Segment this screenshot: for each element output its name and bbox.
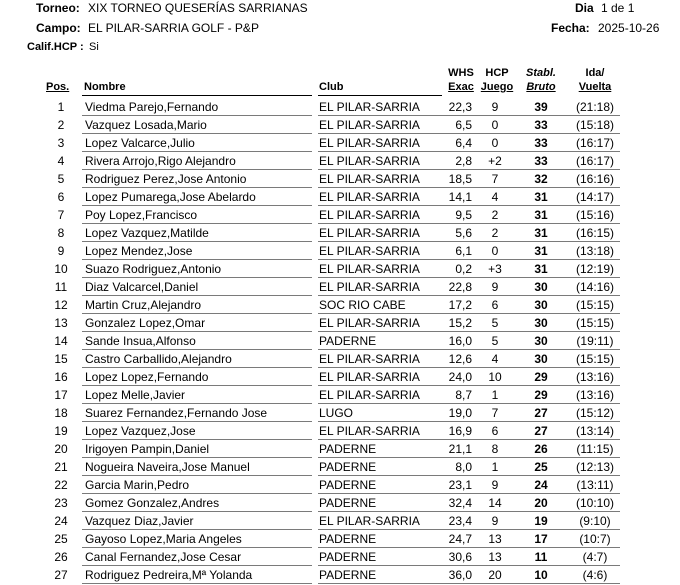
row-divider (318, 187, 620, 188)
table-row (0, 495, 680, 513)
table-row (0, 99, 680, 117)
cell-pos: 12 (54, 298, 68, 312)
cell-club: EL PILAR-SARRIA (319, 370, 420, 384)
cell-stabl: 30 (534, 334, 548, 348)
cell-whs: 22,3 (448, 100, 472, 114)
cell-hcp: 6 (491, 298, 499, 312)
cell-whs: 6,4 (455, 136, 472, 150)
cell-ida: (12:19) (575, 262, 615, 276)
cell-hcp: 9 (491, 100, 499, 114)
table-row (0, 549, 680, 567)
cell-hcp: 9 (491, 514, 499, 528)
row-divider (82, 475, 312, 476)
cell-hcp: 14 (488, 496, 502, 510)
cell-whs: 12,6 (448, 352, 472, 366)
cell-hcp: 4 (491, 352, 499, 366)
cell-hcp: 5 (491, 334, 499, 348)
row-divider (82, 421, 312, 422)
cell-pos: 2 (57, 118, 65, 132)
cell-ida: (13:16) (575, 370, 615, 384)
cell-club: EL PILAR-SARRIA (319, 190, 420, 204)
cell-stabl: 30 (534, 280, 548, 294)
cell-ida: (14:16) (575, 280, 615, 294)
table-row (0, 207, 680, 225)
row-divider (82, 295, 312, 296)
cell-stabl: 31 (534, 208, 548, 222)
cell-club: EL PILAR-SARRIA (319, 316, 420, 330)
row-divider (82, 223, 312, 224)
row-divider (318, 295, 620, 296)
cell-stabl: 31 (534, 262, 548, 276)
cell-hcp: 20 (488, 568, 502, 582)
table-row (0, 459, 680, 477)
col-hcp-header-1: HCP (485, 67, 509, 79)
cell-pos: 22 (54, 478, 68, 492)
cell-nombre: Lopez Vazquez,Matilde (85, 226, 209, 240)
cell-pos: 23 (54, 496, 68, 510)
cell-hcp: 7 (491, 406, 499, 420)
cell-whs: 19,0 (448, 406, 472, 420)
dia-value: 1 de 1 (601, 1, 635, 15)
row-divider (82, 385, 312, 386)
table-row (0, 477, 680, 495)
cell-club: EL PILAR-SARRIA (319, 154, 420, 168)
cell-pos: 10 (54, 262, 68, 276)
cell-hcp: 1 (491, 460, 499, 474)
table-row (0, 153, 680, 171)
cell-nombre: Lopez Melle,Javier (85, 388, 186, 402)
cell-pos: 7 (57, 208, 65, 222)
cell-nombre: Rivera Arrojo,Rigo Alejandro (85, 154, 236, 168)
row-divider (318, 439, 620, 440)
cell-whs: 32,4 (448, 496, 472, 510)
row-divider (318, 475, 620, 476)
cell-nombre: Irigoyen Pampin,Daniel (85, 442, 210, 456)
row-divider (82, 403, 312, 404)
cell-nombre: Castro Carballido,Alejandro (85, 352, 232, 366)
cell-stabl: 33 (534, 136, 548, 150)
cell-pos: 4 (57, 154, 65, 168)
cell-ida: (15:18) (575, 118, 615, 132)
cell-pos: 16 (54, 370, 68, 384)
cell-whs: 8,7 (455, 388, 472, 402)
row-divider (318, 313, 620, 314)
cell-ida: (19:11) (576, 334, 614, 348)
table-row (0, 171, 680, 189)
cell-club: PADERNE (319, 568, 377, 582)
col-club-header: Club (319, 81, 344, 93)
table-row (0, 243, 680, 261)
cell-pos: 1 (57, 100, 65, 114)
row-divider (318, 511, 620, 512)
cell-club: PADERNE (319, 496, 377, 510)
cell-nombre: Vazquez Diaz,Javier (85, 514, 194, 528)
row-divider (82, 259, 312, 260)
cell-whs: 21,1 (448, 442, 472, 456)
cell-ida: (16:15) (575, 226, 615, 240)
row-divider (318, 367, 620, 368)
calif-label: Calif.HCP : (27, 41, 84, 53)
cell-hcp: 9 (491, 280, 499, 294)
cell-stabl: 27 (534, 424, 548, 438)
cell-pos: 15 (54, 352, 68, 366)
cell-ida: (15:15) (575, 352, 615, 366)
cell-club: EL PILAR-SARRIA (319, 136, 420, 150)
cell-nombre: Lopez Mendez,Jose (85, 244, 193, 258)
cell-pos: 3 (57, 136, 65, 150)
cell-club: EL PILAR-SARRIA (319, 280, 420, 294)
row-divider (318, 241, 620, 242)
cell-whs: 17,2 (448, 298, 472, 312)
calif-value: Si (89, 41, 99, 53)
row-divider (82, 457, 312, 458)
cell-ida: (10:10) (575, 496, 615, 510)
row-divider (82, 133, 312, 134)
row-divider (82, 115, 312, 116)
cell-whs: 16,0 (448, 334, 472, 348)
cell-ida: (11:15) (576, 442, 614, 456)
row-divider (82, 493, 312, 494)
row-divider (318, 493, 620, 494)
cell-stabl: 30 (534, 298, 548, 312)
cell-stabl: 29 (534, 370, 548, 384)
cell-pos: 13 (54, 316, 68, 330)
row-divider (82, 439, 312, 440)
cell-hcp: 0 (491, 244, 499, 258)
row-divider (82, 349, 312, 350)
cell-nombre: Rodriguez Perez,Jose Antonio (85, 172, 247, 186)
cell-club: EL PILAR-SARRIA (319, 262, 420, 276)
cell-ida: (15:15) (575, 316, 615, 330)
row-divider (318, 565, 620, 566)
cell-nombre: Lopez Vazquez,Jose (85, 424, 196, 438)
col-stabl-header-2: Bruto (526, 81, 556, 93)
cell-stabl: 31 (534, 190, 548, 204)
row-divider (318, 457, 620, 458)
table-row (0, 441, 680, 459)
cell-hcp: 0 (491, 136, 499, 150)
cell-nombre: Lopez Valcarce,Julio (85, 136, 195, 150)
cell-pos: 8 (57, 226, 65, 240)
cell-whs: 36,0 (448, 568, 472, 582)
cell-whs: 15,2 (448, 316, 472, 330)
cell-stabl: 10 (534, 568, 548, 582)
col-pos-header: Pos. (46, 81, 70, 93)
cell-stabl: 20 (534, 496, 548, 510)
cell-ida: (13:16) (575, 388, 615, 402)
cell-ida: (15:16) (575, 208, 615, 222)
cell-stabl: 17 (534, 532, 548, 546)
cell-pos: 14 (54, 334, 68, 348)
cell-whs: 23,1 (448, 478, 472, 492)
cell-hcp: 5 (491, 316, 499, 330)
torneo-label: Torneo: (36, 1, 80, 15)
cell-club: PADERNE (319, 478, 377, 492)
row-divider (318, 169, 620, 170)
cell-nombre: Diaz Valcarcel,Daniel (85, 280, 199, 294)
cell-hcp: 2 (491, 226, 499, 240)
cell-nombre: Sande Insua,Alfonso (85, 334, 196, 348)
cell-whs: 16,9 (448, 424, 472, 438)
cell-ida: (16:16) (575, 172, 615, 186)
cell-pos: 25 (54, 532, 68, 546)
table-row (0, 351, 680, 369)
row-divider (318, 277, 620, 278)
col-whs-header-2: Exac (448, 81, 474, 93)
cell-club: EL PILAR-SARRIA (319, 352, 420, 366)
row-divider (82, 511, 312, 512)
row-divider (82, 205, 312, 206)
cell-stabl: 11 (534, 550, 548, 564)
cell-hcp: 0 (491, 118, 499, 132)
cell-ida: (10:7) (579, 532, 611, 546)
cell-whs: 23,4 (448, 514, 472, 528)
cell-pos: 11 (54, 280, 68, 294)
cell-whs: 0,2 (455, 262, 472, 276)
cell-hcp: 1 (491, 388, 499, 402)
cell-whs: 8,0 (455, 460, 472, 474)
cell-stabl: 31 (534, 226, 548, 240)
cell-pos: 21 (54, 460, 68, 474)
col-hcp-header-2: Juego (480, 81, 514, 93)
table-row (0, 567, 680, 585)
cell-ida: (16:17) (575, 154, 615, 168)
cell-nombre: Canal Fernandez,Jose Cesar (85, 550, 242, 564)
cell-club: EL PILAR-SARRIA (319, 118, 420, 132)
cell-club: EL PILAR-SARRIA (319, 100, 420, 114)
cell-club: LUGO (319, 406, 354, 420)
cell-pos: 27 (54, 568, 68, 582)
cell-pos: 26 (54, 550, 68, 564)
col-ida-header-1: Ida/ (585, 67, 605, 79)
row-divider (318, 115, 620, 116)
cell-hcp: +3 (488, 262, 502, 276)
cell-nombre: Suazo Rodriguez,Antonio (85, 262, 222, 276)
cell-whs: 6,1 (455, 244, 472, 258)
row-divider (318, 421, 620, 422)
col-ida-header-2: Vuelta (578, 81, 612, 93)
table-row (0, 225, 680, 243)
cell-ida: (13:18) (575, 244, 615, 258)
cell-club: EL PILAR-SARRIA (319, 424, 420, 438)
row-divider (318, 259, 620, 260)
cell-whs: 22,8 (448, 280, 472, 294)
dia-label: Dia (575, 1, 594, 15)
cell-ida: (9:10) (579, 514, 611, 528)
cell-club: EL PILAR-SARRIA (319, 172, 420, 186)
cell-stabl: 27 (534, 406, 548, 420)
cell-club: PADERNE (319, 334, 377, 348)
cell-nombre: Viedma Parejo,Fernando (85, 100, 219, 114)
row-divider (82, 529, 312, 530)
cell-nombre: Gomez Gonzalez,Andres (85, 496, 220, 510)
cell-hcp: 4 (491, 190, 499, 204)
row-divider (82, 151, 312, 152)
row-divider (318, 529, 620, 530)
table-row (0, 279, 680, 297)
cell-hcp: 13 (488, 550, 502, 564)
cell-club: EL PILAR-SARRIA (319, 514, 420, 528)
row-divider (82, 367, 312, 368)
cell-stabl: 25 (534, 460, 548, 474)
cell-ida: (15:12) (575, 406, 615, 420)
row-divider (318, 223, 620, 224)
cell-club: EL PILAR-SARRIA (319, 226, 420, 240)
cell-club: PADERNE (319, 550, 377, 564)
table-row (0, 333, 680, 351)
cell-stabl: 30 (534, 352, 548, 366)
table-row (0, 261, 680, 279)
cell-club: EL PILAR-SARRIA (319, 388, 420, 402)
row-divider (82, 313, 312, 314)
cell-pos: 18 (54, 406, 68, 420)
cell-whs: 9,5 (455, 208, 472, 222)
row-divider (82, 187, 312, 188)
fecha-label: Fecha: (551, 21, 590, 35)
cell-whs: 18,5 (448, 172, 472, 186)
cell-hcp: 8 (491, 442, 499, 456)
cell-whs: 24,7 (448, 532, 472, 546)
campo-label: Campo: (36, 21, 81, 35)
row-divider (318, 151, 620, 152)
row-divider (82, 565, 312, 566)
table-row (0, 297, 680, 315)
cell-nombre: Suarez Fernandez,Fernando Jose (85, 406, 268, 420)
cell-nombre: Martin Cruz,Alejandro (85, 298, 202, 312)
cell-nombre: Lopez Lopez,Fernando (85, 370, 209, 384)
cell-stabl: 26 (534, 442, 548, 456)
cell-club: PADERNE (319, 532, 377, 546)
cell-nombre: Poy Lopez,Francisco (85, 208, 198, 222)
cell-pos: 17 (54, 388, 68, 402)
cell-pos: 20 (54, 442, 68, 456)
torneo-value: XIX TORNEO QUESERÍAS SARRIANAS (88, 1, 308, 15)
row-divider (318, 205, 620, 206)
cell-whs: 6,5 (455, 118, 472, 132)
cell-hcp: 7 (491, 172, 499, 186)
cell-stabl: 19 (534, 514, 548, 528)
club-header-underline (318, 95, 442, 96)
row-divider (82, 547, 312, 548)
row-divider (82, 169, 312, 170)
cell-hcp: 9 (491, 478, 499, 492)
cell-stabl: 24 (534, 478, 548, 492)
col-whs-header-1: WHS (448, 67, 474, 79)
cell-club: EL PILAR-SARRIA (319, 244, 420, 258)
table-row (0, 369, 680, 387)
cell-whs: 30,6 (448, 550, 472, 564)
row-divider (82, 241, 312, 242)
row-divider (318, 547, 620, 548)
cell-stabl: 29 (534, 388, 548, 402)
cell-stabl: 33 (534, 154, 548, 168)
table-row (0, 315, 680, 333)
row-divider (82, 331, 312, 332)
row-divider (318, 349, 620, 350)
table-row (0, 531, 680, 549)
cell-ida: (21:18) (575, 100, 615, 114)
cell-pos: 5 (57, 172, 65, 186)
cell-ida: (4:6) (582, 568, 608, 582)
cell-ida: (13:11) (576, 478, 614, 492)
row-divider (318, 403, 620, 404)
row-divider (82, 583, 312, 584)
cell-nombre: Gayoso Lopez,Maria Angeles (85, 532, 242, 546)
campo-value: EL PILAR-SARRIA GOLF - P&P (88, 21, 259, 35)
cell-whs: 24,0 (448, 370, 472, 384)
table-row (0, 423, 680, 441)
cell-whs: 14,1 (448, 190, 472, 204)
cell-stabl: 39 (534, 100, 548, 114)
table-row (0, 513, 680, 531)
cell-nombre: Gonzalez Lopez,Omar (85, 316, 206, 330)
cell-pos: 19 (54, 424, 68, 438)
cell-ida: (16:17) (575, 136, 615, 150)
cell-nombre: Rodriguez Pedreira,Mª Yolanda (85, 568, 253, 582)
cell-stabl: 33 (534, 118, 548, 132)
cell-nombre: Vazquez Losada,Mario (85, 118, 207, 132)
cell-stabl: 31 (534, 244, 548, 258)
cell-stabl: 32 (534, 172, 548, 186)
row-divider (318, 385, 620, 386)
cell-ida: (4:7) (582, 550, 608, 564)
row-divider (318, 583, 620, 584)
cell-club: PADERNE (319, 442, 377, 456)
cell-nombre: Lopez Pumarega,Jose Abelardo (85, 190, 256, 204)
cell-club: PADERNE (319, 460, 377, 474)
cell-whs: 2,8 (455, 154, 472, 168)
table-row (0, 117, 680, 135)
cell-pos: 6 (57, 190, 65, 204)
cell-pos: 9 (57, 244, 65, 258)
cell-ida: (15:15) (575, 298, 615, 312)
table-row (0, 189, 680, 207)
row-divider (82, 277, 312, 278)
cell-nombre: Nogueira Naveira,Jose Manuel (85, 460, 250, 474)
fecha-value: 2025-10-26 (598, 21, 660, 35)
cell-ida: (12:13) (575, 460, 615, 474)
cell-pos: 24 (54, 514, 68, 528)
row-divider (318, 331, 620, 332)
row-divider (318, 133, 620, 134)
cell-hcp: 2 (491, 208, 499, 222)
cell-nombre: Garcia Marin,Pedro (85, 478, 190, 492)
cell-hcp: 10 (488, 370, 502, 384)
cell-club: SOC RIO CABE (319, 298, 406, 312)
nombre-header-underline (82, 95, 312, 96)
cell-ida: (13:14) (575, 424, 615, 438)
cell-hcp: 13 (488, 532, 502, 546)
col-nombre-header: Nombre (84, 81, 126, 93)
cell-hcp: +2 (488, 154, 502, 168)
col-stabl-header-1: Stabl. (526, 67, 556, 79)
cell-whs: 5,6 (455, 226, 472, 240)
table-row (0, 135, 680, 153)
cell-stabl: 30 (534, 316, 548, 330)
cell-hcp: 6 (491, 424, 499, 438)
cell-ida: (14:17) (575, 190, 615, 204)
cell-club: EL PILAR-SARRIA (319, 208, 420, 222)
table-row (0, 387, 680, 405)
table-row (0, 405, 680, 423)
